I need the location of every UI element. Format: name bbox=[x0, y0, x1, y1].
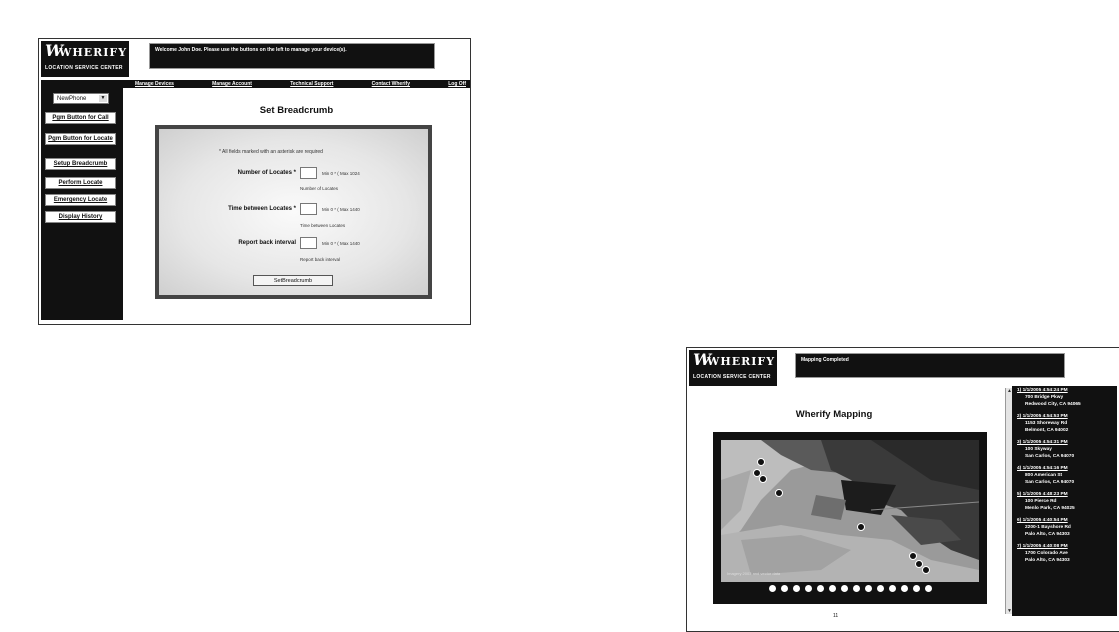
location-time-link[interactable]: 7) 1/1/2005 4:40:08 PM bbox=[1017, 544, 1068, 549]
logo-subtitle: LOCATION SERVICE CENTER bbox=[693, 374, 771, 380]
number-of-locates-input[interactable] bbox=[300, 167, 317, 179]
map-page-dot[interactable] bbox=[925, 585, 932, 592]
location-address: 2200-1 Bayshore Rd bbox=[1025, 525, 1071, 530]
location-item bbox=[1012, 490, 1117, 516]
map-page-dot[interactable] bbox=[865, 585, 872, 592]
map-page-dot[interactable] bbox=[829, 585, 836, 592]
satellite-map-image bbox=[721, 440, 979, 582]
map-page-dot[interactable] bbox=[913, 585, 920, 592]
location-city: San Carlos, CA 94070 bbox=[1025, 454, 1075, 459]
wherify-w-icon: W bbox=[45, 41, 63, 60]
location-time-link[interactable]: 2) 1/1/2005 4:54:53 PM bbox=[1017, 414, 1068, 419]
wherify-logo bbox=[41, 41, 129, 77]
report-back-interval-range: Min 0 * ( Max 1440 bbox=[322, 241, 360, 246]
page-number: 11 bbox=[833, 613, 839, 619]
report-back-interval-label: Report back interval bbox=[238, 240, 296, 246]
location-city: Belmont, CA 94002 bbox=[1025, 428, 1069, 433]
map-caption: Imagery 2003 and vector data bbox=[727, 571, 781, 576]
location-city: Redwood City, CA 94065 bbox=[1025, 402, 1081, 407]
map-page-dot[interactable] bbox=[817, 585, 824, 592]
scroll-down-icon[interactable]: ▼ bbox=[1007, 608, 1012, 614]
satellite-map[interactable] bbox=[721, 440, 979, 582]
top-nav bbox=[123, 80, 470, 88]
set-breadcrumb-button[interactable]: SetBreadcrumb bbox=[253, 275, 333, 286]
map-page-dot[interactable] bbox=[889, 585, 896, 592]
device-select[interactable] bbox=[53, 93, 109, 104]
location-item bbox=[1012, 464, 1117, 490]
device-select-value: NewPhone bbox=[57, 96, 87, 102]
map-page-dot[interactable] bbox=[793, 585, 800, 592]
location-address: 1153 Shoreway Rd bbox=[1025, 421, 1068, 426]
location-item bbox=[1012, 438, 1117, 464]
nav-log-off[interactable]: Log Off bbox=[448, 81, 466, 87]
locations-list bbox=[1012, 386, 1117, 616]
location-time-link[interactable]: 5) 1/1/2005 4:48:23 PM bbox=[1017, 492, 1068, 497]
location-time-link[interactable]: 1) 1/1/2005 4:54:24 PM bbox=[1017, 388, 1068, 393]
map-title: Wherify Mapping bbox=[795, 409, 873, 420]
nav-manage-devices[interactable]: Manage Devices bbox=[135, 81, 174, 87]
time-between-locates-label: Time between Locates * bbox=[228, 206, 296, 212]
location-address: 700 Bridge Pkwy bbox=[1025, 395, 1064, 400]
page-title: Set Breadcrumb bbox=[259, 105, 334, 116]
map-page-dot[interactable] bbox=[769, 585, 776, 592]
logo-subtitle: LOCATION SERVICE CENTER bbox=[45, 65, 123, 71]
emergency-locate-button[interactable]: Emergency Locate bbox=[45, 194, 116, 206]
logo-brand: WHERIFY bbox=[59, 46, 128, 59]
map-page-dot[interactable] bbox=[841, 585, 848, 592]
wherify-w-icon: W bbox=[693, 350, 711, 369]
location-item bbox=[1012, 386, 1117, 412]
pgm-button-call[interactable]: Pgm Button for Call bbox=[45, 112, 116, 124]
map-page-dots bbox=[713, 585, 987, 592]
map-page-dot[interactable] bbox=[853, 585, 860, 592]
pgm-button-locate[interactable]: Pgm Button for Locate bbox=[45, 133, 116, 145]
report-back-interval-hint: Report back interval bbox=[300, 257, 341, 262]
nav-contact-wherify[interactable]: Contact Wherify bbox=[371, 81, 410, 87]
time-between-locates-input[interactable] bbox=[300, 203, 317, 215]
location-address: 100 Pierce Rd bbox=[1025, 499, 1057, 504]
setup-breadcrumb-button[interactable]: Setup Breadcrumb bbox=[45, 158, 116, 170]
number-of-locates-hint: Number of Locates bbox=[300, 186, 339, 191]
chevron-down-icon[interactable]: ▼ bbox=[100, 95, 106, 101]
location-time-link[interactable]: 6) 1/1/2005 4:40:54 PM bbox=[1017, 518, 1068, 523]
map-page-dot[interactable] bbox=[901, 585, 908, 592]
number-of-locates-label: Number of Locates * bbox=[237, 170, 296, 176]
display-history-button[interactable]: Display History bbox=[45, 211, 116, 223]
map-frame bbox=[713, 432, 987, 604]
required-note: * All fields marked with an asterisk are required bbox=[219, 149, 323, 155]
time-between-locates-range: Min 0 * ( Max 1440 bbox=[322, 207, 360, 212]
map-page-dot[interactable] bbox=[877, 585, 884, 592]
location-city: Palo Alto, CA 94303 bbox=[1025, 532, 1070, 537]
location-city: Palo Alto, CA 94303 bbox=[1025, 558, 1070, 563]
location-item bbox=[1012, 542, 1117, 568]
location-city: San Carlos, CA 94070 bbox=[1025, 480, 1075, 485]
report-back-interval-input[interactable] bbox=[300, 237, 317, 249]
logo-brand: WHERIFY bbox=[707, 355, 776, 368]
nav-technical-support[interactable]: Technical Support bbox=[290, 81, 334, 87]
wherify-mapping-screen bbox=[686, 347, 1119, 632]
welcome-message: Welcome John Doe. Please use the buttons on the left to manage your device(s). bbox=[149, 43, 435, 69]
status-message: Mapping Completed bbox=[795, 353, 1065, 378]
set-breadcrumb-screen bbox=[38, 38, 471, 325]
location-item bbox=[1012, 412, 1117, 438]
wherify-logo bbox=[689, 350, 777, 386]
nav-manage-account[interactable]: Manage Account bbox=[212, 81, 252, 87]
location-address: 100 Skyway bbox=[1025, 447, 1052, 452]
time-between-locates-hint: Time between Locates bbox=[300, 223, 346, 228]
location-time-link[interactable]: 3) 1/1/2005 4:54:31 PM bbox=[1017, 440, 1068, 445]
location-city: Menlo Park, CA 94025 bbox=[1025, 506, 1075, 511]
scroll-up-icon[interactable]: ▲ bbox=[1007, 388, 1012, 394]
number-of-locates-range: Min 0 * ( Max 1024 bbox=[322, 171, 360, 176]
perform-locate-button[interactable]: Perform Locate bbox=[45, 177, 116, 189]
location-time-link[interactable]: 4) 1/1/2005 4:54:16 PM bbox=[1017, 466, 1068, 471]
map-page-dot[interactable] bbox=[781, 585, 788, 592]
map-page-dot[interactable] bbox=[805, 585, 812, 592]
location-address: 800 American St bbox=[1025, 473, 1063, 478]
location-item bbox=[1012, 516, 1117, 542]
location-address: 1700 Colorado Ave bbox=[1025, 551, 1068, 556]
